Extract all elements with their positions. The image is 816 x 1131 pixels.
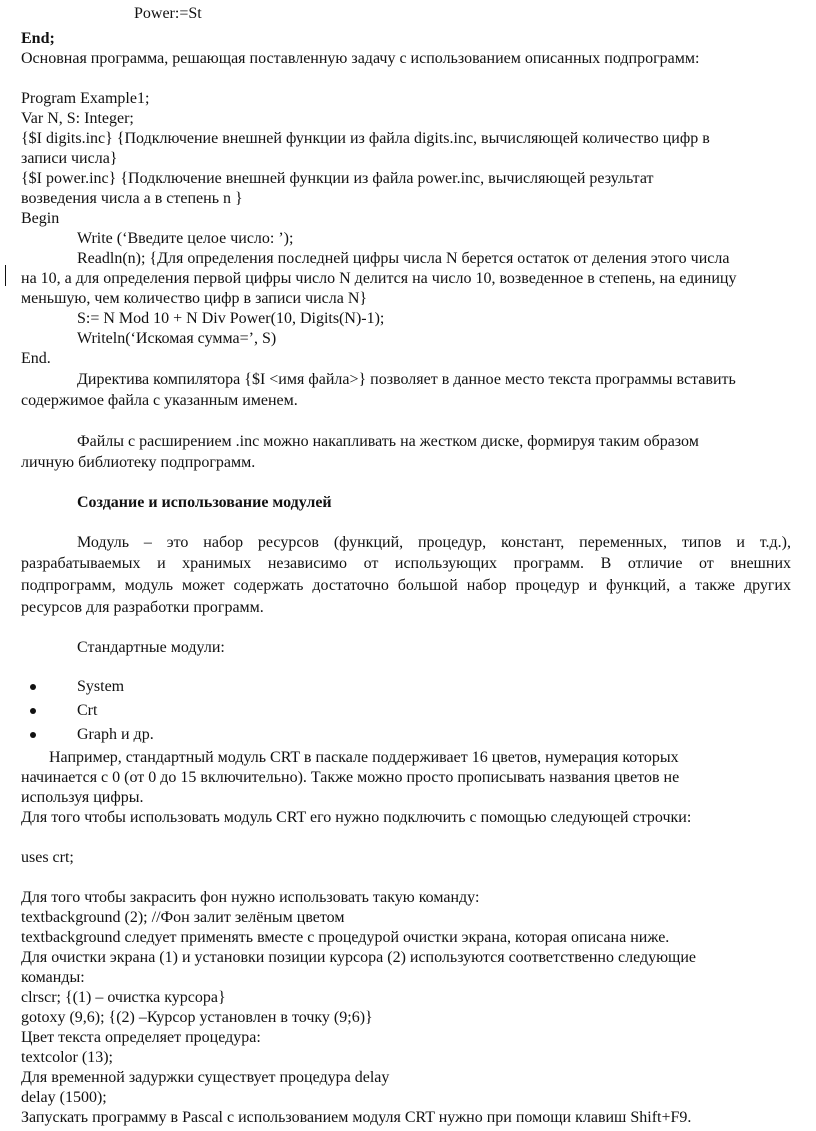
text-cursor <box>5 265 6 286</box>
paragraph-line: команды: <box>21 969 85 986</box>
code-line: delay (1500); <box>21 1089 107 1106</box>
paragraph-line: подпрограмм, модуль может содержать достаточно большой набор процедур и функций, а также других <box>21 577 791 594</box>
code-line: Begin <box>21 210 60 227</box>
paragraph-line: Стандартные модули: <box>77 639 225 656</box>
code-line: записи числа} <box>21 150 118 167</box>
paragraph-line: Цвет текста определяет процедура: <box>21 1029 261 1046</box>
bullet-icon <box>30 708 36 714</box>
paragraph-line: содержимое файла с указанным именем. <box>21 392 298 409</box>
paragraph-line: Файлы с расширением .inc можно накапливать на жестком диске, формируя таким образом <box>77 433 699 450</box>
code-line: clrscr; {(1) – очистка курсора} <box>21 989 226 1006</box>
paragraph-line: разрабатываемых и хранимых независимо от использующих программ. В отличие от внешних <box>21 555 791 572</box>
code-line: меньшую, чем количество цифр в записи числа N} <box>21 290 368 307</box>
code-line: {$I power.inc} {Подключение внешней функции из файла power.inc, вычисляющей результат <box>21 170 654 187</box>
paragraph-line: Для того чтобы закрасить фон нужно использовать такую команду: <box>21 889 480 906</box>
paragraph-line: используя цифры. <box>21 789 144 806</box>
paragraph-line: начинается с 0 (от 0 до 15 включительно). Также можно просто прописывать названия цветов не <box>21 769 680 786</box>
code-line: Writeln(‘Искомая сумма=’, S) <box>77 330 277 347</box>
code-line: End. <box>21 350 51 367</box>
paragraph-line: Для очистки экрана (1) и установки позиции курсора (2) используются соответственно следующие <box>21 949 697 966</box>
code-line: Var N, S: Integer; <box>21 110 134 127</box>
paragraph-line: личную библиотеку подпрограмм. <box>21 454 256 471</box>
code-line: возведения числа a в степень n } <box>21 190 243 207</box>
paragraph-line: Для того чтобы использовать модуль CRT его нужно подключить с помощью следующей строчки: <box>21 809 692 826</box>
code-line: uses crt; <box>21 849 74 866</box>
code-line: на 10, а для определения первой цифры число N делится на число 10, возведенное в степень, на единицу <box>21 270 737 287</box>
code-line: End; <box>21 30 55 47</box>
paragraph-line: ресурсов для разработки программ. <box>21 599 264 616</box>
bullet-icon <box>30 732 36 738</box>
bullet-icon <box>30 684 36 690</box>
paragraph-line: Директива компилятора {$I <имя файла>} позволяет в данное место текста программы вставить <box>77 371 736 388</box>
list-item: System <box>77 678 125 695</box>
code-line: Program Example1; <box>21 90 150 107</box>
code-line: Write (‘Введите целое число: ’); <box>77 230 294 247</box>
paragraph-line: Запускать программу в Pascal с использованием модуля CRT нужно при помощи клавиш Shift+F9. <box>21 1109 692 1126</box>
list-item: Crt <box>77 702 98 719</box>
code-line: Readln(n); {Для определения последней цифры числа N берется остаток от деления этого числа <box>77 250 730 267</box>
code-line: Power:=St <box>134 5 202 22</box>
code-line: gotoxy (9,6); {(2) –Курсор установлен в точку (9;6)} <box>21 1009 373 1026</box>
paragraph-line: Например, стандартный модуль CRT в паскале поддерживает 16 цветов, нумерация которых <box>49 749 679 766</box>
code-line: S:= N Mod 10 + N Div Power(10, Digits(N)-1); <box>77 310 385 327</box>
paragraph-line: textbackground следует применять вместе с процедурой очистки экрана, которая описана ниже. <box>21 929 670 946</box>
code-line: textcolor (13); <box>21 1049 113 1066</box>
list-item: Graph и др. <box>77 726 154 743</box>
code-line: textbackground (2); //Фон залит зелёным цветом <box>21 909 345 926</box>
code-line: {$I digits.inc} {Подключение внешней функции из файла digits.inc, вычисляющей количество цифр в <box>21 130 710 147</box>
paragraph-line: Модуль – это набор ресурсов (функций, процедур, констант, переменных, типов и т.д.), <box>77 534 791 551</box>
paragraph-line: Для временной задуржки существует процедура delay <box>21 1069 390 1086</box>
paragraph-line: Основная программа, решающая поставленную задачу с использованием описанных подпрограмм: <box>21 50 700 67</box>
section-heading: Создание и использование модулей <box>77 494 332 511</box>
